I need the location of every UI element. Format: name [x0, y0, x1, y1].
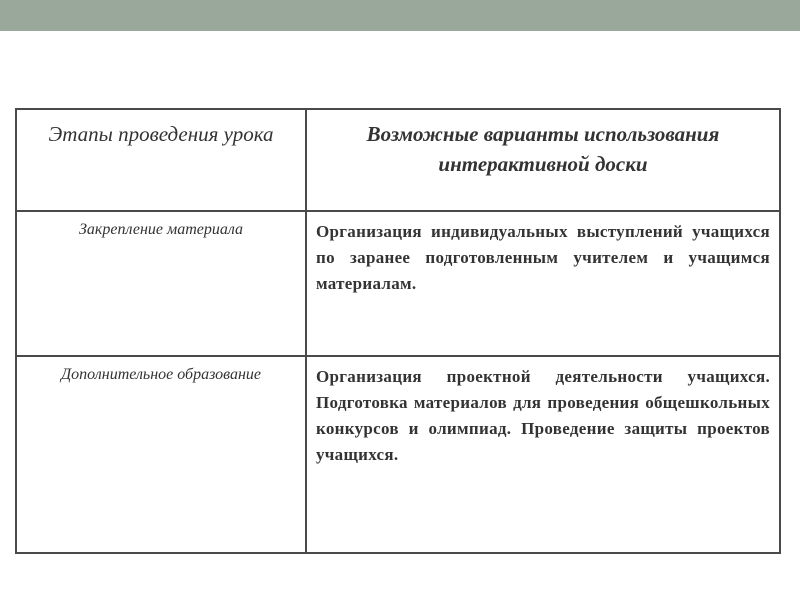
header-stage-label: Этапы проведения урока [48, 122, 274, 146]
stage-cell [16, 356, 306, 553]
table-row [16, 356, 780, 553]
header-use-label: Возможные варианты использования интерактивной доски [366, 122, 720, 176]
stage-cell [16, 211, 306, 356]
table-header-row [16, 109, 780, 211]
top-banner [0, 0, 800, 31]
use-description: Организация проектной деятельности учащихся. Подготовка материалов для проведения общешкольных конкурсов и олимпиад. Проведение защиты проектов учащихся. [316, 367, 770, 464]
table-row [16, 211, 780, 356]
header-cell-stage [16, 109, 306, 211]
stage-label: Дополнительное образование [61, 366, 261, 383]
header-cell-use [306, 109, 780, 211]
lesson-stages-table [15, 108, 781, 554]
stage-label: Закрепление материала [78, 221, 244, 238]
use-cell [306, 356, 780, 553]
use-cell [306, 211, 780, 356]
use-description: Организация индивидуальных выступлений учащихся по заранее подготовленным учителем и учащимся материалам. [316, 222, 770, 293]
